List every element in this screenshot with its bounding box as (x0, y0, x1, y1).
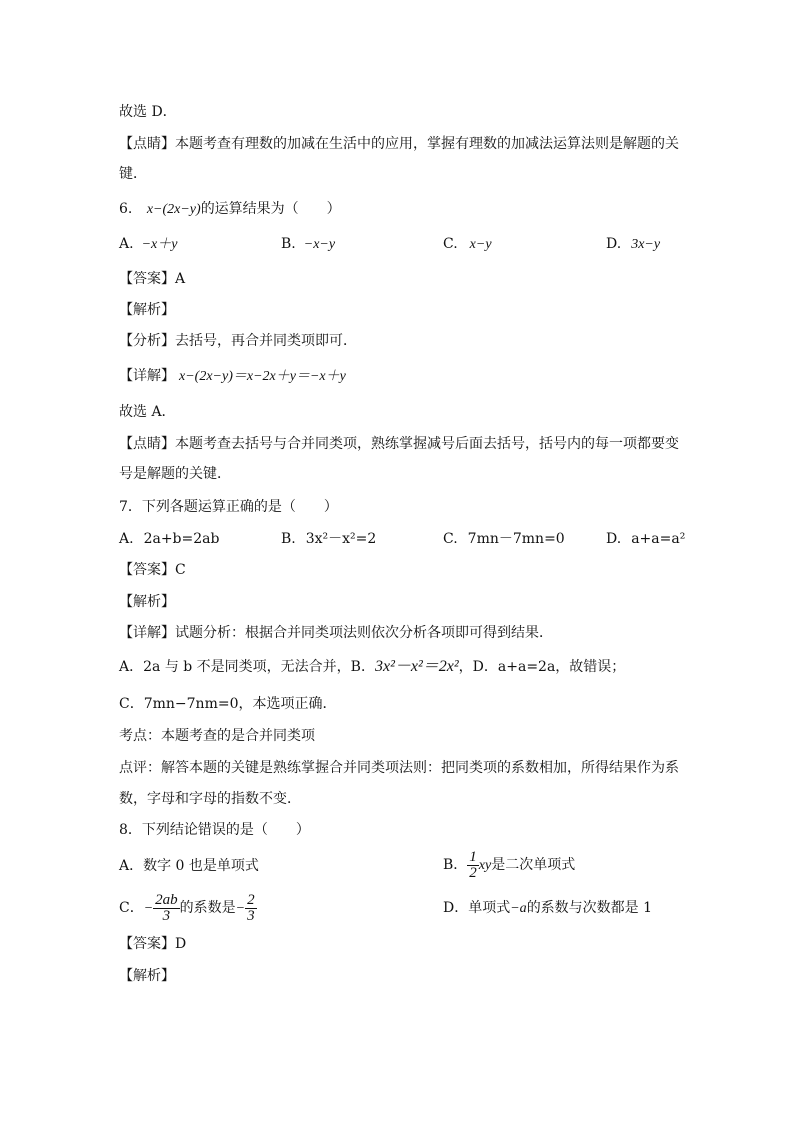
q6-stem (119, 199, 341, 220)
dianjing-text-line1: 【点睛】本题考查有理数的加减在生活中的应用，掌握有理数的加减法运算法则是解题的关 (119, 136, 679, 152)
q8-option-b-fraction: $\frac{1}{2}$ (469, 848, 477, 881)
q7-option-c: C. 7mn－7mn=0 (443, 531, 565, 547)
q6-fenxi: 【分析】去括号，再合并同类项即可． (119, 333, 357, 349)
choose-d-text: 故选 D． (119, 104, 177, 120)
q7-option-a: A. 2a+b=2ab (119, 531, 220, 547)
q6-number: 6. (119, 201, 133, 217)
q6-option-a: A. −x＋y (119, 236, 178, 252)
q6-option-c: C. x−y (443, 236, 492, 252)
q6-choose: 故选 A． (119, 404, 176, 420)
q7-option-b: B. 3x²－x²=2 (281, 531, 377, 547)
q8-option-d: D．单项式−a的系数与次数都是 1 (443, 900, 653, 916)
q6-expression: x−(2x−y) (146, 202, 201, 217)
dianjing-text-line2: 键． (119, 166, 147, 182)
q7-kaodian: 考点：本题考查的是合并同类项 (119, 728, 315, 744)
q6-options (119, 234, 679, 254)
q6-option-d: D. 3x−y (606, 236, 661, 252)
q7-analysis-title: 【解析】 (119, 594, 175, 610)
q6-stem-tail: 的运算结果为（ ） (200, 201, 341, 217)
q6-dianjing-line1: 【点睛】本题考查去括号与合并同类项，熟练掌握减号后面去括号，括号内的每一项都要变 (119, 436, 679, 452)
q7-xiangjie: 【详解】试题分析：根据合并同类项法则依次分析各项即可得到结果． (119, 625, 553, 641)
q6-answer: 【答案】A (119, 271, 186, 287)
q6-xiangjie-formula: x−(2x−y)＝x−2x＋y＝−x＋y (179, 369, 346, 384)
q8-option-a: A．数字 0 也是单项式 (119, 858, 259, 874)
q8-option-c-fraction: $\frac{2ab}{3}$ (155, 891, 178, 924)
q6-xiangjie: 【详解】 x−(2x−y)＝x−2x＋y＝−x＋y (119, 368, 346, 384)
q7-options (119, 529, 686, 549)
q8-option-c-fraction2: $\frac{2}{3}$ (247, 891, 255, 924)
q8-answer: 【答案】D (119, 936, 187, 952)
q7-line-a: A．2a 与 b 不是同类项，无法合并，B．3x²－x²＝2x²，D．a+a=2a，故错误； (119, 658, 626, 675)
q7-stem: 7．下列各题运算正确的是（ ） (119, 499, 338, 515)
q7-line-a-formula: 3x²－x²＝2x² (374, 658, 459, 675)
q8-stem: 8．下列结论错误的是（ ） (119, 822, 310, 838)
q8-option-c: C．− $\frac{2ab}{3}$ 的系数是− $\frac{2}{3}$ (119, 891, 255, 924)
q8-analysis-title: 【解析】 (119, 968, 175, 984)
q7-dianping-line2: 数，字母和字母的指数不变． (119, 791, 301, 807)
q8-option-b: B． $\frac{1}{2}$ xy是二次单项式 (443, 848, 576, 881)
q7-line-c: C．7mn−7nm=0，本选项正确． (119, 696, 337, 712)
q6-dianjing-line2: 号是解题的关键． (119, 466, 231, 482)
q7-option-d: D. a+a=a² (606, 531, 686, 547)
q6-analysis-title: 【解析】 (119, 302, 175, 318)
q7-dianping-line1: 点评：解答本题的关键是熟练掌握合并同类项法则：把同类项的系数相加，所得结果作为系 (119, 760, 679, 776)
q7-answer: 【答案】C (119, 562, 186, 578)
q6-option-b: B. −x−y (281, 236, 336, 252)
